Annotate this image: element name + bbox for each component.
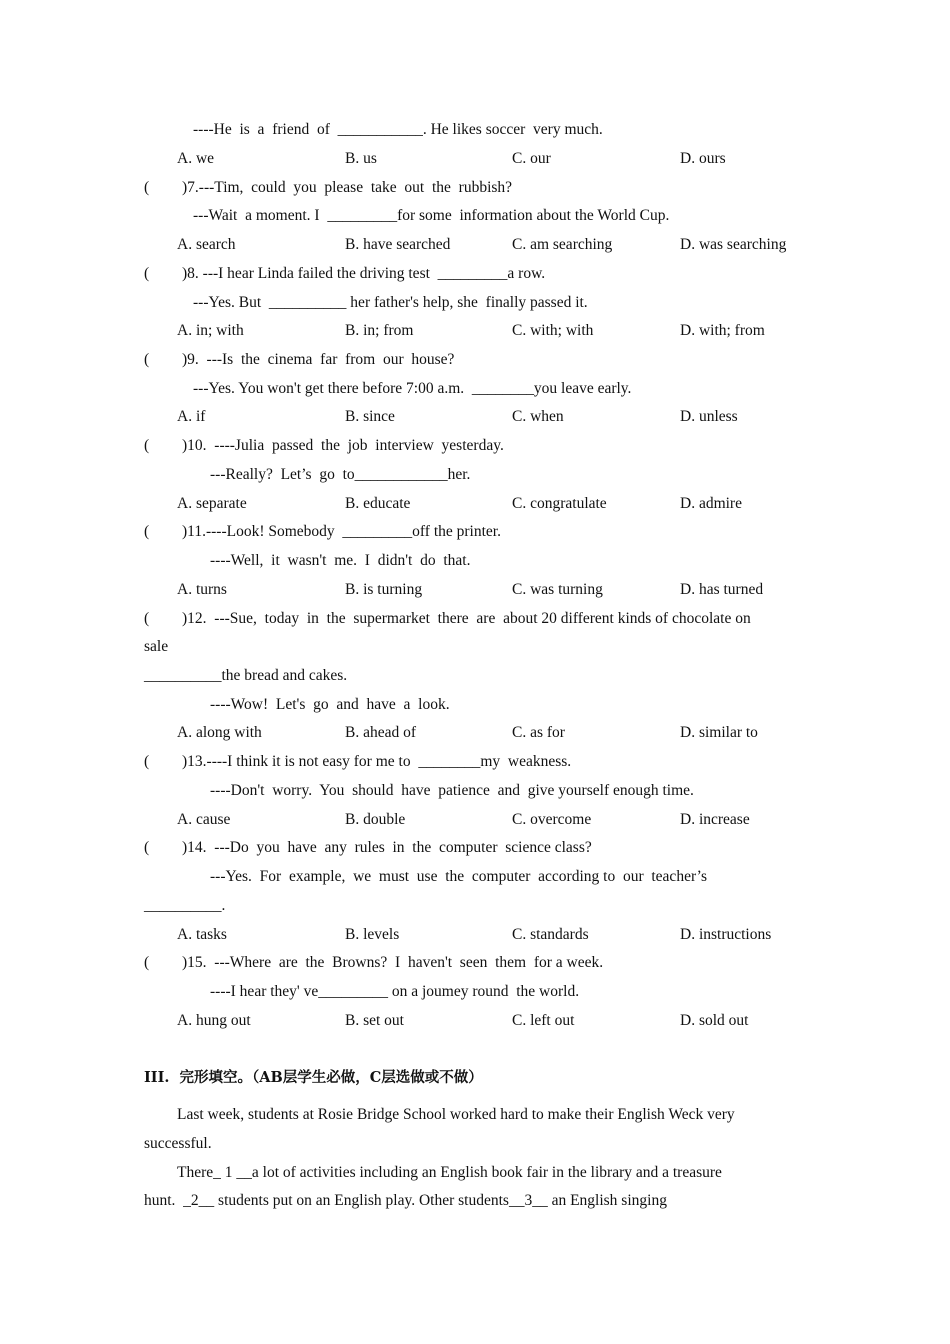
section-heading: III. 完形填空。（AB层学生必做，C层选做或不做） xyxy=(144,1069,483,1086)
q15-option-d: D. sold out xyxy=(680,1012,749,1029)
q10-stem: )10. ----Julia passed the job interview yesterday. xyxy=(182,437,504,454)
q7-option-a: A. search xyxy=(177,236,236,253)
passage-line: successful. xyxy=(144,1135,212,1152)
q8-answer-bracket: ( xyxy=(144,265,150,282)
q14-option-c: C. standards xyxy=(512,926,589,943)
q12-stem-cont: sale xyxy=(144,638,169,655)
q8-option-c: C. with; with xyxy=(512,322,594,339)
q14-option-b: B. levels xyxy=(345,926,400,943)
q14-option-a: A. tasks xyxy=(177,926,227,943)
q13-answer-bracket: ( xyxy=(144,753,150,770)
q10-option-b: B. educate xyxy=(345,495,411,512)
q6-reply: ----He is a friend of ___________. He likes soccer very much. xyxy=(193,121,603,138)
q8-reply: ---Yes. But __________ her father's help, she finally passed it. xyxy=(193,294,588,311)
q9-option-a: A. if xyxy=(177,408,206,425)
q6-option-a: A. we xyxy=(177,150,215,167)
q8-option-d: D. with; from xyxy=(680,322,765,339)
q6-option-b: B. us xyxy=(345,150,377,167)
q9-answer-bracket: ( xyxy=(144,351,150,368)
q12-answer-bracket: ( xyxy=(144,610,150,627)
q6-option-d: D. ours xyxy=(680,150,726,167)
q8-option-b: B. in; from xyxy=(345,322,414,339)
q11-option-b: B. is turning xyxy=(345,581,423,598)
q9-reply: ---Yes. You won't get there before 7:00 a.m. ________you leave early. xyxy=(193,380,632,397)
q10-option-a: A. separate xyxy=(177,495,247,512)
q11-option-c: C. was turning xyxy=(512,581,603,598)
q15-reply: ----I hear they' ve_________ on a joumey round the world. xyxy=(210,983,580,1000)
q11-option-d: D. has turned xyxy=(680,581,764,598)
passage-line: hunt. _2__ students put on an English play. Other students__3__ an English singing xyxy=(144,1192,667,1209)
q8-stem: )8. ---I hear Linda failed the driving test _________a row. xyxy=(182,265,546,282)
q14-option-d: D. instructions xyxy=(680,926,772,943)
q9-option-b: B. since xyxy=(345,408,395,425)
q10-answer-bracket: ( xyxy=(144,437,150,454)
q10-reply: ---Really? Let’s go to____________her. xyxy=(210,466,471,483)
q13-stem: )13.----I think it is not easy for me to ________my weakness. xyxy=(182,753,572,770)
q12-stem-cont-2: __________the bread and cakes. xyxy=(144,667,348,684)
q12-option-c: C. as for xyxy=(512,724,565,741)
q15-option-b: B. set out xyxy=(345,1012,404,1029)
q10-option-d: D. admire xyxy=(680,495,742,512)
q14-reply-cont: __________. xyxy=(144,897,226,914)
q15-option-a: A. hung out xyxy=(177,1012,251,1029)
q14-answer-bracket: ( xyxy=(144,839,150,856)
passage-line: Last week, students at Rosie Bridge School worked hard to make their English Weck very xyxy=(177,1106,735,1123)
q13-reply: ----Don't worry. You should have patience and give yourself enough time. xyxy=(210,782,694,799)
q13-option-b: B. double xyxy=(345,811,406,828)
q7-option-b: B. have searched xyxy=(345,236,451,253)
q6-option-c: C. our xyxy=(512,150,551,167)
q13-option-a: A. cause xyxy=(177,811,231,828)
q11-option-a: A. turns xyxy=(177,581,227,598)
q11-stem: )11.----Look! Somebody _________off the printer. xyxy=(182,523,501,540)
q13-option-c: C. overcome xyxy=(512,811,592,828)
passage-line: There_ 1 __a lot of activities including an English book fair in the library and a treasure xyxy=(177,1164,722,1181)
q15-stem: )15. ---Where are the Browns? I haven't seen them for a week. xyxy=(182,954,604,971)
q7-answer-bracket: ( xyxy=(144,179,150,196)
q11-reply: ----Well, it wasn't me. I didn't do that. xyxy=(210,552,471,569)
q7-option-d: D. was searching xyxy=(680,236,787,253)
q7-stem: )7.---Tim, could you please take out the rubbish? xyxy=(182,179,513,196)
q12-option-d: D. similar to xyxy=(680,724,758,741)
q7-option-c: C. am searching xyxy=(512,236,613,253)
q13-option-d: D. increase xyxy=(680,811,750,828)
q10-option-c: C. congratulate xyxy=(512,495,607,512)
q12-option-b: B. ahead of xyxy=(345,724,417,741)
q14-reply: ---Yes. For example, we must use the computer according to our teacher’s xyxy=(210,868,708,885)
q9-stem: )9. ---Is the cinema far from our house? xyxy=(182,351,455,368)
q9-option-c: C. when xyxy=(512,408,564,425)
q14-stem: )14. ---Do you have any rules in the computer science class? xyxy=(182,839,592,856)
q12-reply: ----Wow! Let's go and have a look. xyxy=(210,696,450,713)
q7-reply: ---Wait a moment. I _________for some information about the World Cup. xyxy=(193,207,670,224)
q15-option-c: C. left out xyxy=(512,1012,575,1029)
q12-stem: )12. ---Sue, today in the supermarket there are about 20 different kinds of chocolate on xyxy=(182,610,751,627)
q15-answer-bracket: ( xyxy=(144,954,150,971)
q9-option-d: D. unless xyxy=(680,408,738,425)
q11-answer-bracket: ( xyxy=(144,523,150,540)
q12-option-a: A. along with xyxy=(177,724,262,741)
q8-option-a: A. in; with xyxy=(177,322,244,339)
